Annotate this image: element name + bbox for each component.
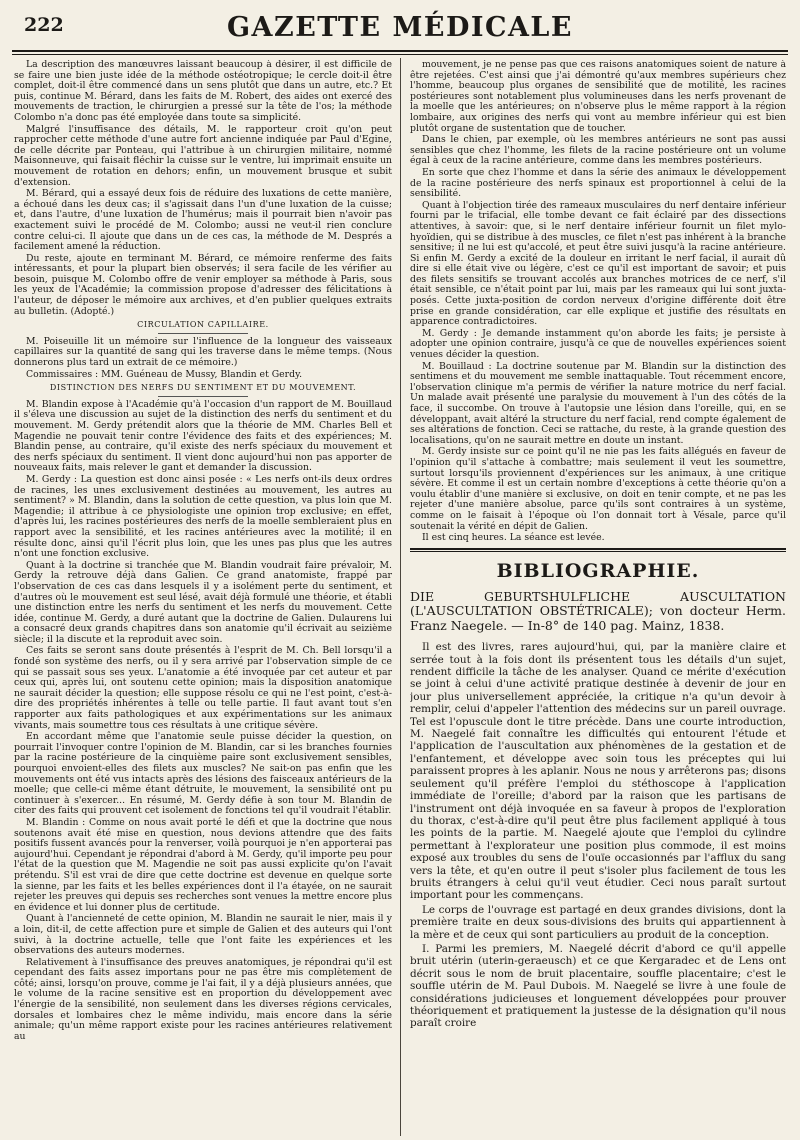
bibliography-title: BIBLIOGRAPHIE.: [496, 559, 700, 582]
section-title-circulation: CIRCULATION CAPILLAIRE.: [137, 320, 269, 330]
paragraph: Dans le chien, par exemple, où les membres antérieurs ne sont pas aussi sensibles que chez l'homme, les filets de la racine postérieure ont un volume égal à ceux de la racine antérieure, comme dans les membres postérieurs.: [410, 134, 786, 167]
paragraph: mouvement, je ne pense pas que ces raisons anatomiques soient de nature à être rejetées. C'est ainsi que j'ai démontré qu'aux membres supérieurs chez l'homme, beaucoup plus organes de sensibilité que de motilité, les racines postérieures sont notablement plus volumineuses dans les nerfs provenant de la moelle que les antérieures; on n'observe plus le même rapport à la région lombaire, aux origines des nerfs qui vont au membre inférieur qui est bien plutôt organe de sustentation que de toucher.: [410, 60, 786, 134]
masthead: [12, 12, 788, 46]
section-rule: [158, 396, 248, 397]
paragraph: M. Blandin : Comme on nous avait porté le défi et que la doctrine que nous soutenons avait été mise en question, nous devions attendre que des faits positifs fussent avancés pour la renverser, voilà pourquoi je n'en apporterai pas aujourd'hui. Cependant je répondrai d'abord à M. Gerdy, qu'il importe peu pour l'état de la question que M. Magendie ne soit pas aussi explicite qu'on l'avait prétendu. S'il est vrai de dire que cette doctrine est devenue en quelque sorte la sienne, par les faits et les belles expériences dont il l'a étayée, on ne saurait rejeter les preuves qui depuis ses recherches sont venues la mettre encore plus en évidence et lui donner plus de certitude.: [14, 816, 392, 913]
paragraph: M. Poiseuille lit un mémoire sur l'influence de la longueur des vaisseaux capillaires sur la quantité de sang qui les traverse dans le même temps. (Nous donnerons plus tard un extrait de ce mémoire.): [14, 335, 392, 369]
section-rule: [158, 333, 248, 334]
paragraph: En accordant même que l'anatomie seule puisse décider la question, on pourrait l'invoquer contre l'opinion de M. Blandin, car si les branches fournies par la racine postérieure de la cinquième paire sont exclusivement sensibles, pourquoi envoient-elles des filets aux muscles? Ne sait-on pas enfin que les mouvements ont été vus intacts après des lésions des faisceaux antérieurs de la moelle; que celle-ci même étant détruite, le mouvement, la sensibilité ont pu continuer à s'exercer... En résumé, M. Gerdy défie à son tour M. Blandin de citer des faits qui prouvent cet isolement de fonctions tel qu'il voudrait l'établir.: [14, 731, 392, 817]
section-title-nerfs: DISTINCTION DES NERFS DU SENTIMENT ET DU MOUVEMENT.: [49, 383, 357, 393]
paragraph: Le corps de l'ouvrage est partagé en deux grandes divisions, dont la première traite en deux sous-divisions des bruits qui appartiennent à la mère et de ceux qui sont particuliers au produit de la conception.: [410, 903, 786, 941]
paragraph: Il est cinq heures. La séance est levée.: [422, 532, 605, 544]
journal-title: GAZETTE MÉDICALE: [226, 12, 573, 43]
page-number: 222: [24, 14, 64, 36]
paragraph: Malgré l'insuffisance des détails, M. le rapporteur croit qu'on peut rapprocher cette méthode d'une autre fort ancienne indiquée par Paul d'Egine, de celle décrite par Ponteau, qui l'attribue à un chirurgien militaire, nommé Maisonneuve, qui faisait fléchir la cuisse sur le ventre, lui imprimait ensuite un mouvement de rotation en dehors; enfin, un mouvement brusque et subit d'extension.: [14, 123, 392, 188]
paragraph: Il est des livres, rares aujourd'hui, qui, par la manière claire et serrée tout à la fois dont ils présentent tous les détails d'un sujet, rendent difficile la tâche de les analyser. Quand ce mérite d'exécution se joint à celui d'une activité pratique destinée à devenir de jour en jour plus universellement appréciée, la critique n'a qu'un devoir à remplir, celui d'appeler l'attention des médecins sur un pareil ouvrage. Tel est l'opuscule dont le titre précède. Dans une courte introduction, M. Naegelé fait connaître les difficultés qui entourent l'étude et l'application de l'auscultation aux phénomènes de la gestation et de l'enfantement, et développe avec soin tous les préceptes qui lui paraissent propres à les aplanir. Nous ne nous y arrêterons pas; disons seulement qu'il préfère l'emploi du stéthoscope à l'application immédiate de l'oreille; d'abord par la raison que les partisans de l'instrument ont déjà invoquée en sa faveur à propos de l'exploration du thorax, c'est-à-dire qu'il peut être plus facilement appliqué à tous les points de la partie. M. Naegelé ajoute que l'emploi du cylindre permettant à l'explorateur une position plus commode, il est moins exposé aux troubles du sens de l'ouïe occasionnés par l'afflux du sang vers la tête, et qu'en outre il peut s'isoler plus facilement de tous les bruits étrangers à celui qu'il veut étudier. Ceci nous paraît surtout important pour les commençans.: [410, 641, 786, 902]
bibliography-rule-top: [410, 548, 786, 550]
paragraph: Ces faits se seront sans doute présentés à l'esprit de M. Ch. Bell lorsqu'il a fondé son système des nerfs, ou il y sera arrivé par l'observation simple de ce qui se passait sous ses yeux. L'anatomie a été invoquée par cet auteur et par ceux qui, après lui, ont soutenu cette opinion; mais la disposition anatomique ne saurait décider la question; elle suppose résolu ce qui ne l'est point, c'est-à-dire des propriétés inhérentes à telle ou telle partie. Il faut avant tout s'en rapporter aux faits pathologiques et aux expérimentations sur les animaux vivants, mais soumettre tous ces résultats à une critique sévère.: [14, 645, 392, 731]
left-column: [14, 60, 392, 1134]
paragraph: Quant à l'ancienneté de cette opinion, M. Blandin ne saurait le nier, mais il y a loin, dit-il, de cette affection pure et simple de Galien et des auteurs qui l'ont suivi, à la doctrine actuelle, telle que l'ont faite les expériences et les observations des auteurs modernes.: [14, 913, 392, 957]
paragraph: I. Parmi les premiers, M. Naegelé décrit d'abord ce qu'il appelle bruit utérin (uterin-geraeusch) et ce que Kergaradec et de Lens ont décrit sous le nom de bruit placentaire, souffle placentaire; c'est le souffle utérin de M. Paul Dubois. M. Naegelé se livre à une foule de considérations judicieuses et longuement développées pour prouver théoriquement et pratiquement la justesse de la désignation qu'il nous paraît croire: [410, 942, 786, 1030]
column-divider: [400, 58, 401, 1136]
paragraph: La description des manœuvres laissant beaucoup à désirer, il est difficile de se faire une bien juste idée de la méthode ostéotropique; le cercle doit-il être complet, doit-il être commencé dans un sens plutôt que dans un autre, etc.? Et puis, continue M. Bérard, dans les faits de M. Robert, des aides ont exercé des mouvements de traction, le chirurgien a pressé sur la tête de l'os; la méthode Colombo n'a donc pas été employée dans toute sa simplicité.: [14, 60, 392, 123]
paragraph: M. Gerdy : La question est donc ainsi posée : « Les nerfs ont-ils deux ordres de racines, les unes exclusivement destinées au mouvement, les autres au sentiment? » M. Blandin, dans la solution de cette question, va plus loin que M. Magendie; il attribue à ce physiologiste une opinion trop exclusive; en effet, d'après lui, les racines postérieures des nerfs de la moelle sembleraient plus en rapport avec la sensibilité, et les racines antérieures avec la motilité; il en résulte donc, ainsi qu'il l'écrit plus loin, que les unes pas plus que les autres n'ont une fonction exclusive.: [14, 473, 392, 560]
paragraph: M. Blandin expose à l'Académie qu'à l'occasion d'un rapport de M. Bouillaud il s'éleva une discussion au sujet de la distinction des nerfs du sentiment et du mouvement. M. Gerdy prétendit alors que la théorie de MM. Charles Bell et Magendie ne pouvait tenir contre l'évidence des faits et des expériences; M. Blandin pense, au contraire, qu'il existe des nerfs spéciaux du mouvement et des nerfs spéciaux du sentiment. Il vient donc aujourd'hui non pas apporter de nouveaux faits, mais relever le gant et demander la discussion.: [14, 398, 392, 474]
paragraph: M. Gerdy insiste sur ce point qu'il ne nie pas les faits allégués en faveur de l'opinion qu'il s'attache à combattre; mais seulement il veut les soumettre, surtout lorsqu'ils proviennent d'expériences sur les animaux, à une critique sévère. Et comme il est un certain nombre d'exceptions à cette théorie qu'on a voulu établir d'une manière si exclusive, on doit en tenir compte, et ne pas les rejeter d'une manière absolue, parce qu'ils sont contraires à un système, comme on le faisait à l'époque où l'on donnait tort à Vésale, parce qu'il soutenait la vérité en dépit de Galien.: [410, 446, 786, 532]
paragraph: Quant à la doctrine si tranchée que M. Blandin voudrait faire prévaloir, M. Gerdy la retrouve déjà dans Galien. Ce grand anatomiste, frappé par l'observation de ces cas dans lesquels il y a isolément perte du sentiment, et d'autres où le mouvement est seul lésé, avait déjà formulé une théorie, et établi une distinction entre les nerfs du sentiment et les nerfs du mouvement. Cette idée, continue M. Gerdy, a duré autant que la doctrine de Galien. Dulaurens lui a consacré deux grands chapitres dans son anatomie qu'il écrivait au seizième siècle; il la discute et la reproduit avec soin.: [14, 559, 392, 645]
paragraph: Quant à l'objection tirée des rameaux musculaires du nerf dentaire inférieur fourni par le trifacial, elle tombe devant ce fait éclairé par des dissections attentives, à savoir: que, si le nerf dentaire inférieur fournit un filet mylo-hyoïdien, qui se distribue à des muscles, ce filet n'est pas inhérent à la branche sensitive; il ne lui est qu'accolé, et peut être suivi jusqu'à la racine antérieure. Si enfin M. Gerdy a excité de la douleur en irritant le nerf facial, il aurait dû dire si elle était vive ou légère, c'est ce qu'il est important de savoir; et puis des filets sensitifs se trouvant accolés aux branches motrices de ce nerf, s'il était sensible, ce n'était point par lui, mais par les rameaux qui lui sont juxta-posés. Cette juxta-position de cordon nerveux d'origine différente doit être prise en grande considération, car elle explique et justifie des résultats en apparence contradictoires.: [410, 199, 786, 328]
paragraph: M. Bérard, qui a essayé deux fois de réduire des luxations de cette manière, a échoué dans les deux cas; il s'agissait dans l'un d'une luxation de la cuisse; et, dans l'autre, d'une luxation de l'humérus; mais il pourrait bien n'avoir pas exactement suivi le procédé de M. Colombo; aussi ne veut-il rien conclure contre celui-ci. Il ajoute que dans un de ces cas, la méthode de M. Després a facilement amené la réduction.: [14, 188, 392, 253]
right-column: [410, 60, 786, 1134]
bibliography-book-heading: DIE GEBURTSHULFLICHE AUSCULTATION (L'AUSCULTATION OBSTÉTRICALE); von docteur Herm. Franz Naegele. — In-8° de 140 pag. Mainz, 1838.: [410, 588, 786, 633]
paragraph: Commissaires : MM. Guéneau de Mussy, Blandin et Gerdy.: [26, 368, 303, 380]
right-column-text: [410, 60, 786, 544]
paragraph: Relativement à l'insuffisance des preuves anatomiques, je répondrai qu'il est cependant des faits assez importans pour ne pas être mis complètement de côté; ainsi, lorsqu'on prouve, comme je l'ai fait, il y a déjà plusieurs années, que le volume de la racine sensitive est en proportion du développement avec l'énergie de la sensibilité, non seulement dans les diverses régions cervicales, dorsales et lombaires chez le même individu, mais encore dans la série animale; qu'un même rapport existe pour les racines antérieures relativement au: [14, 956, 392, 1042]
left-column-text: [14, 60, 392, 1042]
bibliography-review: [410, 641, 786, 1030]
header-rule-thick: [12, 50, 788, 52]
bibliography-rule-bottom: [410, 551, 786, 552]
paragraph: En sorte que chez l'homme et dans la série des animaux le développement de la racine postérieure des nerfs spinaux est proportionnel à celui de la sensibilité.: [410, 166, 786, 200]
paragraph: Du reste, ajoute en terminant M. Bérard, ce mémoire renferme des faits intéressants, et pour la plupart bien observés; il sera facile de les vérifier au besoin, puisque M. Colombo offre de venir employer sa méthode à Paris, sous les yeux de l'Académie; la commission propose d'adresser des félicitations à l'auteur, de déposer le mémoire aux archives, et d'en publier quelques extraits au bulletin. (Adopté.): [14, 252, 392, 317]
paragraph: M. Gerdy : Je demande instamment qu'on aborde les faits; je persiste à adopter une opinion contraire, jusqu'à ce que de nouvelles expériences soient venues décider la question.: [410, 327, 786, 361]
paragraph: M. Bouillaud : La doctrine soutenue par M. Blandin sur la distinction des sentimens et du mouvement me semble inattaquable. Tout récemment encore, l'observation clinique m'a permis de vérifier la nature motrice du nerf facial. Un malade avait présenté une paralysie du mouvement à l'un des côtés de la face, il succombe. On trouve à l'autopsie une lésion dans l'oreille, qui, en se développant, avait altéré la structure du nerf facial, rend compte également de ses altérations de fonction. Ceci se rattache, du reste, à la grande question des localisations, qu'on ne saurait mettre en doute un instant.: [410, 360, 786, 446]
header-rule-thin: [12, 54, 788, 55]
